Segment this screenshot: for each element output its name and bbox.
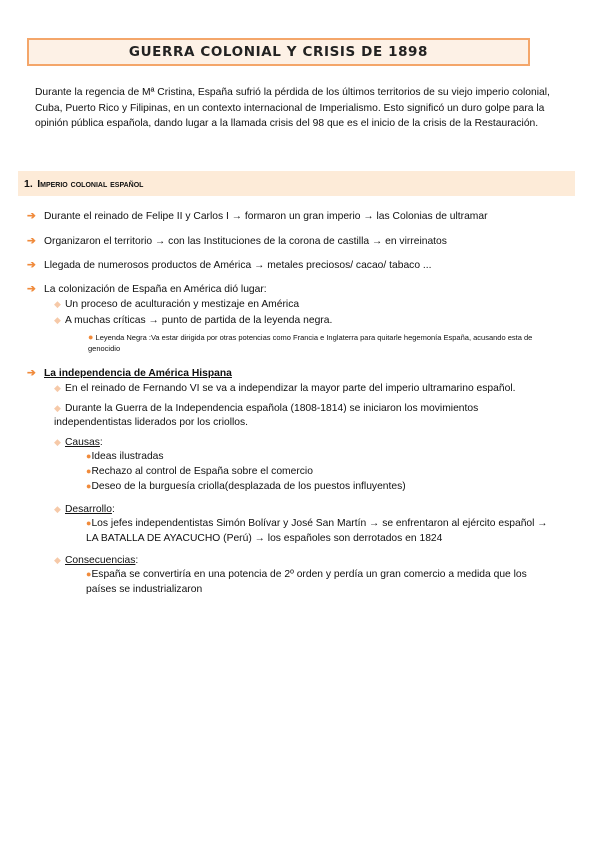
consecuencias-item: [86, 567, 556, 597]
causas-label: Causas: [65, 437, 100, 448]
desarrollo-text: Los jefes independentistas Simón Bolívar y José San Martín → se enfrentaron al ejército español → LA BATALLA DE AYACUCHO (Perú) → los españoles son derrotados en 1824: [86, 518, 548, 544]
diamond-icon: ◆: [54, 437, 61, 447]
diamond-icon: ◆: [54, 383, 61, 393]
diamond-icon: ◆: [54, 315, 61, 325]
sub-text: Durante la Guerra de la Independencia española (1808-1814) se iniciaron los movimientos independentistas liderados por los criollos.: [54, 403, 479, 428]
sub-item: [54, 401, 534, 430]
page-title: GUERRA COLONIAL Y CRISIS DE 1898: [128, 44, 429, 60]
arrow-icon: ➔: [27, 284, 36, 295]
bullet-item: [27, 283, 267, 297]
sub-item: [54, 297, 299, 312]
bullet-item: [27, 235, 447, 249]
bullet-text: La colonización de España en América dió lugar:: [44, 284, 267, 295]
diamond-icon: ◆: [54, 504, 61, 514]
causa-text: Ideas ilustradas: [91, 451, 164, 462]
section-title: Imperio colonial español: [37, 177, 144, 190]
consecuencias-label: Consecuencias: [65, 555, 136, 566]
causa-text: Deseo de la burguesía criolla(desplazada de los puestos influyentes): [91, 481, 406, 492]
sub-text: A muchas críticas → punto de partida de la leyenda negra.: [65, 315, 333, 326]
independencia-heading: La independencia de América Hispana: [44, 368, 232, 379]
section-number: 1.: [24, 177, 33, 190]
sub-text: Un proceso de aculturación y mestizaje en América: [65, 299, 300, 310]
consecuencias-label-item: ◆ Consecuencias:: [54, 555, 139, 566]
title-box: [27, 38, 530, 66]
arrow-icon: ➔: [27, 211, 36, 222]
dot-icon: ●: [88, 332, 94, 342]
leyenda-note: [88, 332, 558, 354]
bullet-text: Llegada de numerosos productos de América → metales preciosos/ cacao/ tabaco ...: [44, 260, 432, 271]
independencia-heading-item: [27, 367, 232, 381]
bullet-item: [27, 259, 432, 273]
arrow-icon: ➔: [27, 236, 36, 247]
dot-icon: ●: [86, 569, 92, 579]
causa-item: [86, 479, 556, 494]
sub-text: En el reinado de Fernando VI se va a independizar la mayor parte del imperio ultramarino español.: [65, 383, 516, 394]
bullet-text: Durante el reinado de Felipe II y Carlos I → formaron un gran imperio → las Colonias de ultramar: [44, 211, 488, 222]
dot-icon: ●: [86, 518, 92, 528]
causa-item: [86, 464, 556, 479]
causa-item: [86, 449, 556, 464]
dot-icon: ●: [86, 466, 92, 476]
intro-paragraph: Durante la regencia de Mª Cristina, España sufrió la pérdida de los últimos territorios de su viejo imperio colonial, Cuba, Puerto Rico y Filipinas, en un contexto internacional de Imperialismo. Esto significó un duro golpe para la opinión pública española, dando lugar a la llamada crisis del 98 que es el inicio de la crisis de la Restauración.: [35, 87, 550, 129]
sub-item: [54, 381, 515, 396]
desarrollo-item: [86, 516, 556, 546]
arrow-icon: ➔: [27, 260, 36, 271]
diamond-icon: ◆: [54, 403, 61, 413]
desarrollo-label-item: ◆ Desarrollo:: [54, 504, 115, 515]
bullet-item: [27, 210, 488, 224]
desarrollo-label: Desarrollo: [65, 504, 112, 515]
bullet-text: Organizaron el territorio → con las Instituciones de la corona de castilla → en virreinatos: [44, 236, 447, 247]
sub-item: [54, 313, 332, 328]
note-text: Leyenda Negra :Va estar dirigida por otras potencias como Francia e Inglaterra para quitarle hegemonía España, acusando esta de genocidio: [88, 333, 533, 353]
diamond-icon: ◆: [54, 299, 61, 309]
diamond-icon: ◆: [54, 555, 61, 565]
causas-label-item: ◆ Causas:: [54, 437, 103, 448]
dot-icon: ●: [86, 481, 92, 491]
causa-text: Rechazo al control de España sobre el comercio: [91, 466, 313, 477]
section-header: [18, 171, 575, 196]
consecuencias-text: España se convertiría en una potencia de 2º orden y perdía un gran comercio a medida que los países se industrializaron: [86, 569, 527, 595]
arrow-icon: ➔: [27, 368, 36, 379]
dot-icon: ●: [86, 451, 92, 461]
